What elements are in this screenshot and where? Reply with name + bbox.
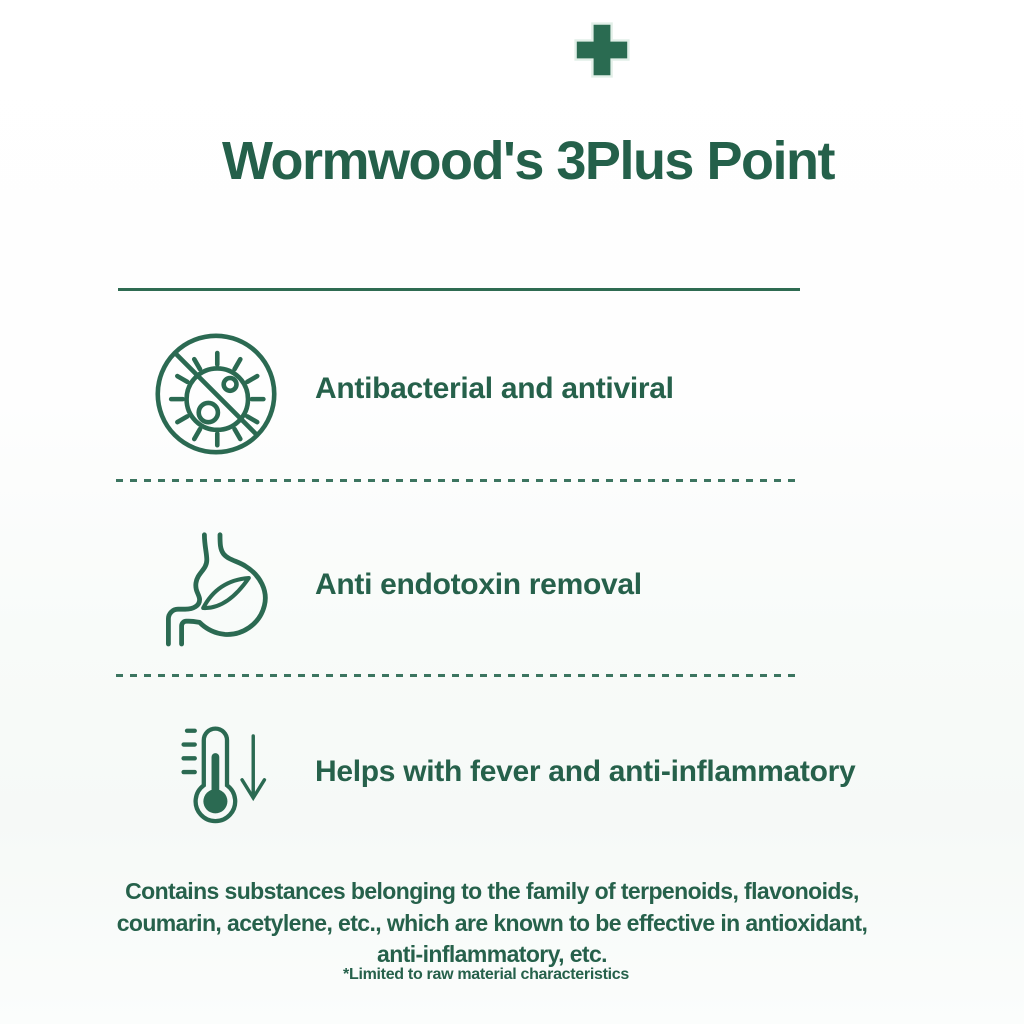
dashed-divider	[116, 479, 800, 482]
stomach-leaf-icon	[160, 530, 280, 650]
benefit-label-fever: Helps with fever and anti-inflammatory	[315, 755, 856, 788]
footer-description-line: anti-inflammatory, etc.	[377, 941, 607, 967]
no-bacteria-icon	[152, 330, 280, 458]
footer-description	[0, 876, 1004, 971]
page-title: Wormwood's 3Plus Point	[222, 131, 834, 191]
dashed-divider	[116, 674, 800, 677]
thermometer-down-icon	[181, 722, 267, 829]
footer-description-line: coumarin, acetylene, etc., which are known to be effective in antioxidant,	[116, 909, 868, 936]
benefit-label-endotoxin: Anti endotoxin removal	[315, 568, 642, 601]
footer-disclaimer: *Limited to raw material characteristics	[343, 966, 629, 983]
medical-cross-icon	[571, 20, 633, 80]
benefit-label-antibacterial: Antibacterial and antiviral	[315, 372, 674, 405]
footer-description-line: Contains substances belonging to the family of terpenoids, flavonoids,	[125, 878, 859, 904]
title-underline	[118, 288, 800, 291]
